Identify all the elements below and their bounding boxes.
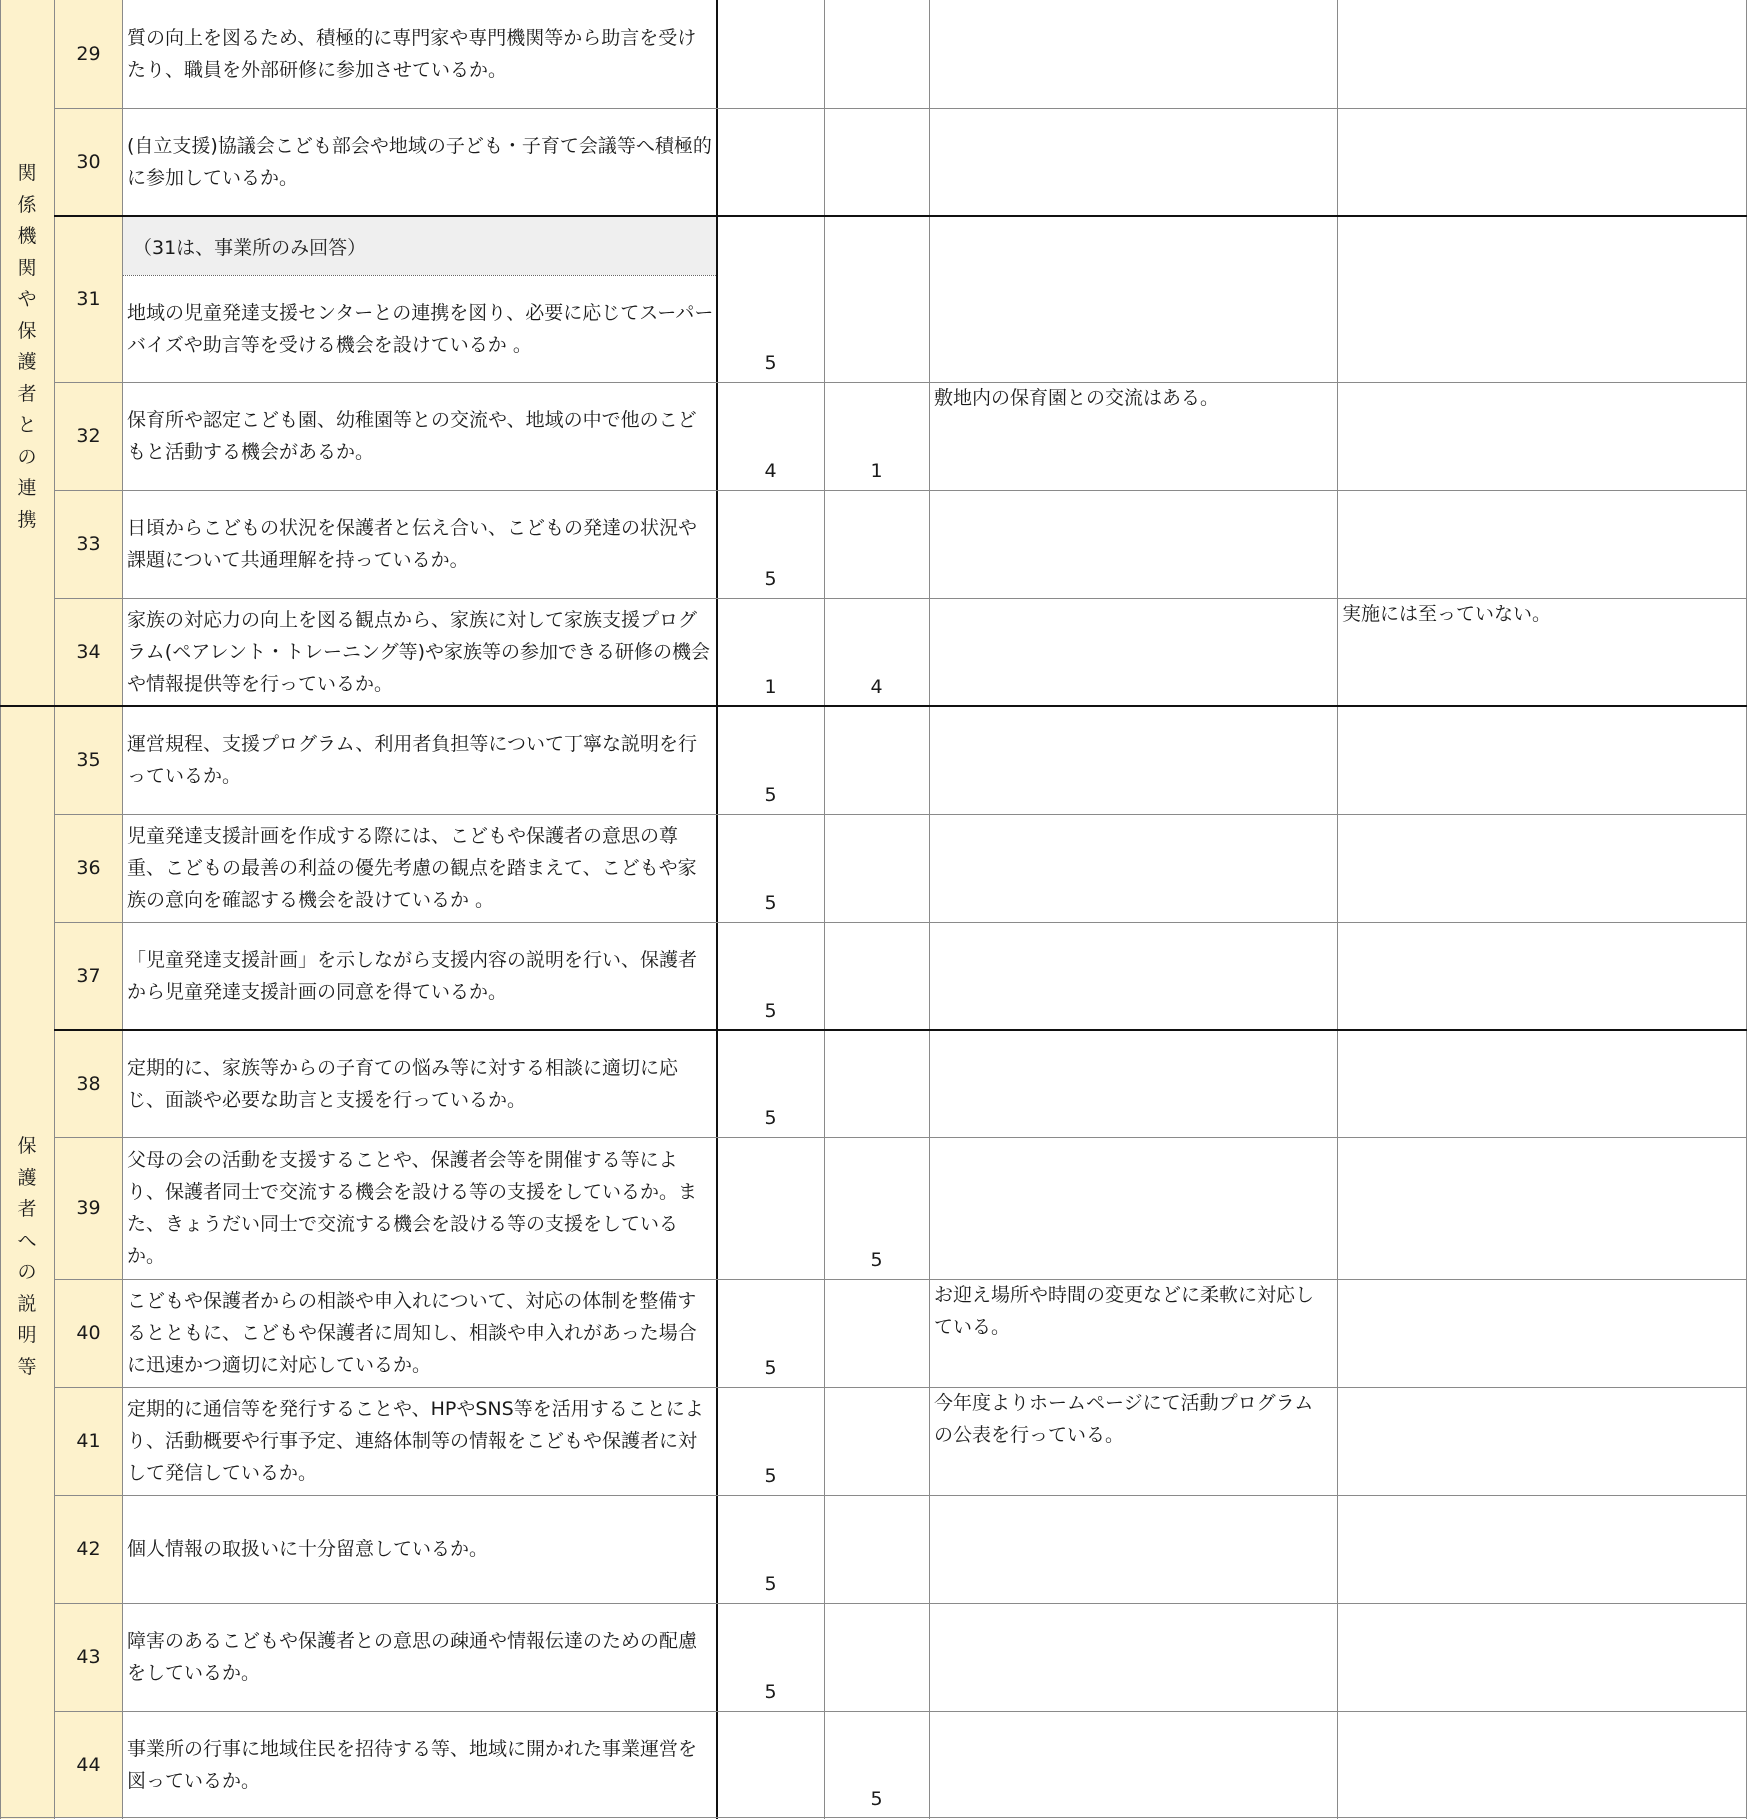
grid-line — [54, 922, 1747, 923]
question-text: 父母の会の活動を支援することや、保護者会等を開催する等により、保護者同士で交流する機会を設ける等の支援をしているか。また、きょうだい同士で交流する機会を設ける等の支援をしているか。 — [127, 1149, 698, 1267]
comment-improve — [1337, 0, 1747, 4]
question-text: 「児童発達支援計画」を示しながら支援内容の説明を行い、保護者から児童発達支援計画の同意を得ているか。 — [127, 949, 698, 1003]
row-number: 41 — [55, 1387, 122, 1495]
answer-yes-count: 5 — [764, 1573, 777, 1595]
comment-present — [929, 0, 1337, 4]
grid-line — [54, 1137, 1747, 1138]
answer-yes-count: 4 — [764, 460, 777, 482]
row-number: 34 — [55, 598, 122, 706]
grid-line — [929, 0, 930, 1819]
answer-yes-count: 5 — [764, 892, 777, 914]
grid-line — [824, 0, 825, 1819]
row-number: 29 — [55, 0, 122, 108]
question-text: 児童発達支援計画を作成する際には、こどもや保護者の意思の尊重、こどもの最善の利益の優先考慮の観点を踏まえて、こどもや家族の意向を確認する機会を設けているか 。 — [127, 825, 697, 911]
row-number: 31 — [55, 216, 122, 382]
grid-line — [1746, 0, 1747, 1819]
question-text: 障害のあるこどもや保護者との意思の疎通や情報伝達のための配慮をしているか。 — [127, 1630, 698, 1684]
grid-line — [54, 1279, 1747, 1280]
section-label-liaison: 関係機関や保護者との連携 — [17, 162, 37, 531]
answer-yes-count: 5 — [764, 1681, 777, 1703]
answer-yes-count: 5 — [764, 352, 777, 374]
grid-line — [54, 1711, 1747, 1712]
answer-yes-count: 5 — [764, 568, 777, 590]
grid-line — [54, 1029, 1747, 1031]
question-text: 質の向上を図るため、積極的に専門家や専門機関等から助言を受けたり、職員を外部研修に参加させているか。 — [127, 27, 697, 81]
answer-yes-count: 5 — [764, 1465, 777, 1487]
answer-no-count: 1 — [870, 460, 883, 482]
grid-line — [54, 490, 1747, 491]
grid-line — [54, 598, 1747, 599]
row-number: 32 — [55, 382, 122, 490]
row-number: 43 — [55, 1603, 122, 1711]
answer-no-count: 4 — [870, 676, 883, 698]
section-label-explanation: 保護者への説明等 — [17, 1135, 37, 1378]
row-number: 44 — [55, 1711, 122, 1818]
comment-present: 今年度よりホームページにて活動プログラムの公表を行っている。 — [934, 1392, 1314, 1446]
grid-line — [54, 1387, 1747, 1388]
answer-yes-count: 5 — [764, 1357, 777, 1379]
section-cell-liaison — [0, 0, 55, 706]
grid-line — [0, 0, 1, 1819]
answer-no-count: 5 — [870, 1788, 883, 1810]
question-text: 事業所の行事に地域住民を招待する等、地域に開かれた事業運営を図っているか。 — [127, 1737, 698, 1792]
grid-line — [54, 814, 1747, 815]
row-number: 38 — [55, 1030, 122, 1137]
grid-line — [54, 215, 1747, 217]
grid-line — [54, 1603, 1747, 1604]
question-text: 家族の対応力の向上を図る観点から、家族に対して家族支援プログラム(ペアレント・トレーニング等)や家族等の参加できる研修の機会や情報提供等を行っているか。 — [127, 609, 711, 695]
row-number: 35 — [55, 706, 122, 814]
question-text: 保育所や認定こども園、幼稚園等との交流や、地域の中で他のこどもと活動する機会があるか。 — [127, 409, 697, 463]
grid-line — [54, 0, 55, 1819]
grid-line — [54, 382, 1747, 383]
row-number: 37 — [55, 922, 122, 1030]
question-text: 個人情報の取扱いに十分留意しているか。 — [127, 1538, 489, 1560]
grid-line — [122, 0, 123, 1819]
grid-line — [716, 0, 718, 1819]
answer-yes-count: 5 — [764, 1107, 777, 1129]
question-text: 日頃からこどもの状況を保護者と伝え合い、こどもの発達の状況や課題について共通理解を持っているか。 — [127, 517, 698, 571]
comment-improve: 実施には至っていない。 — [1342, 603, 1552, 625]
answer-no-count: 5 — [870, 1249, 883, 1271]
row-number: 33 — [55, 490, 122, 598]
row-number: 42 — [55, 1495, 122, 1603]
grid-line — [0, 1817, 1747, 1818]
note-separator — [123, 275, 716, 276]
row-number: 36 — [55, 814, 122, 922]
answer-yes-count: 5 — [764, 1000, 777, 1022]
grid-line — [1337, 0, 1338, 1819]
grid-line — [0, 705, 1747, 707]
comment-present: お迎え場所や時間の変更などに柔軟に対応している。 — [934, 1284, 1315, 1338]
answer-yes-count: 1 — [764, 676, 777, 698]
question-text: 地域の児童発達支援センターとの連携を図り、必要に応じてスーパーバイズや助言等を受ける機会を設けているか 。 — [127, 302, 714, 356]
question-text: 定期的に通信等を発行することや、HPやSNS等を活用することにより、活動概要や行事予定、連絡体制等の情報をこどもや保護者に対して発信しているか。 — [127, 1398, 704, 1484]
row-number: 39 — [55, 1137, 122, 1279]
question-text: (自立支援)協議会こども部会や地域の子ども・子育て会議等へ積極的に参加しているか。 — [127, 135, 712, 189]
answer-scope-note: （31は、事業所のみ回答） — [123, 217, 717, 275]
answer-yes-count: 5 — [764, 784, 777, 806]
row-number: 40 — [55, 1279, 122, 1387]
question-text: こどもや保護者からの相談や申入れについて、対応の体制を整備するとともに、こどもや保護者に周知し、相談や申入れがあった場合に迅速かつ適切に対応しているか。 — [127, 1290, 697, 1376]
section-cell-explanation — [0, 706, 55, 1819]
grid-line — [54, 1495, 1747, 1496]
question-text: 定期的に、家族等からの子育ての悩み等に対する相談に適切に応じ、面談や必要な助言と支援を行っているか。 — [127, 1056, 679, 1111]
comment-present: 敷地内の保育園との交流はある。 — [934, 387, 1220, 409]
grid-line — [54, 108, 1747, 109]
question-text: 運営規程、支援プログラム、利用者負担等について丁寧な説明を行っているか。 — [127, 733, 698, 787]
row-number: 30 — [55, 108, 122, 216]
